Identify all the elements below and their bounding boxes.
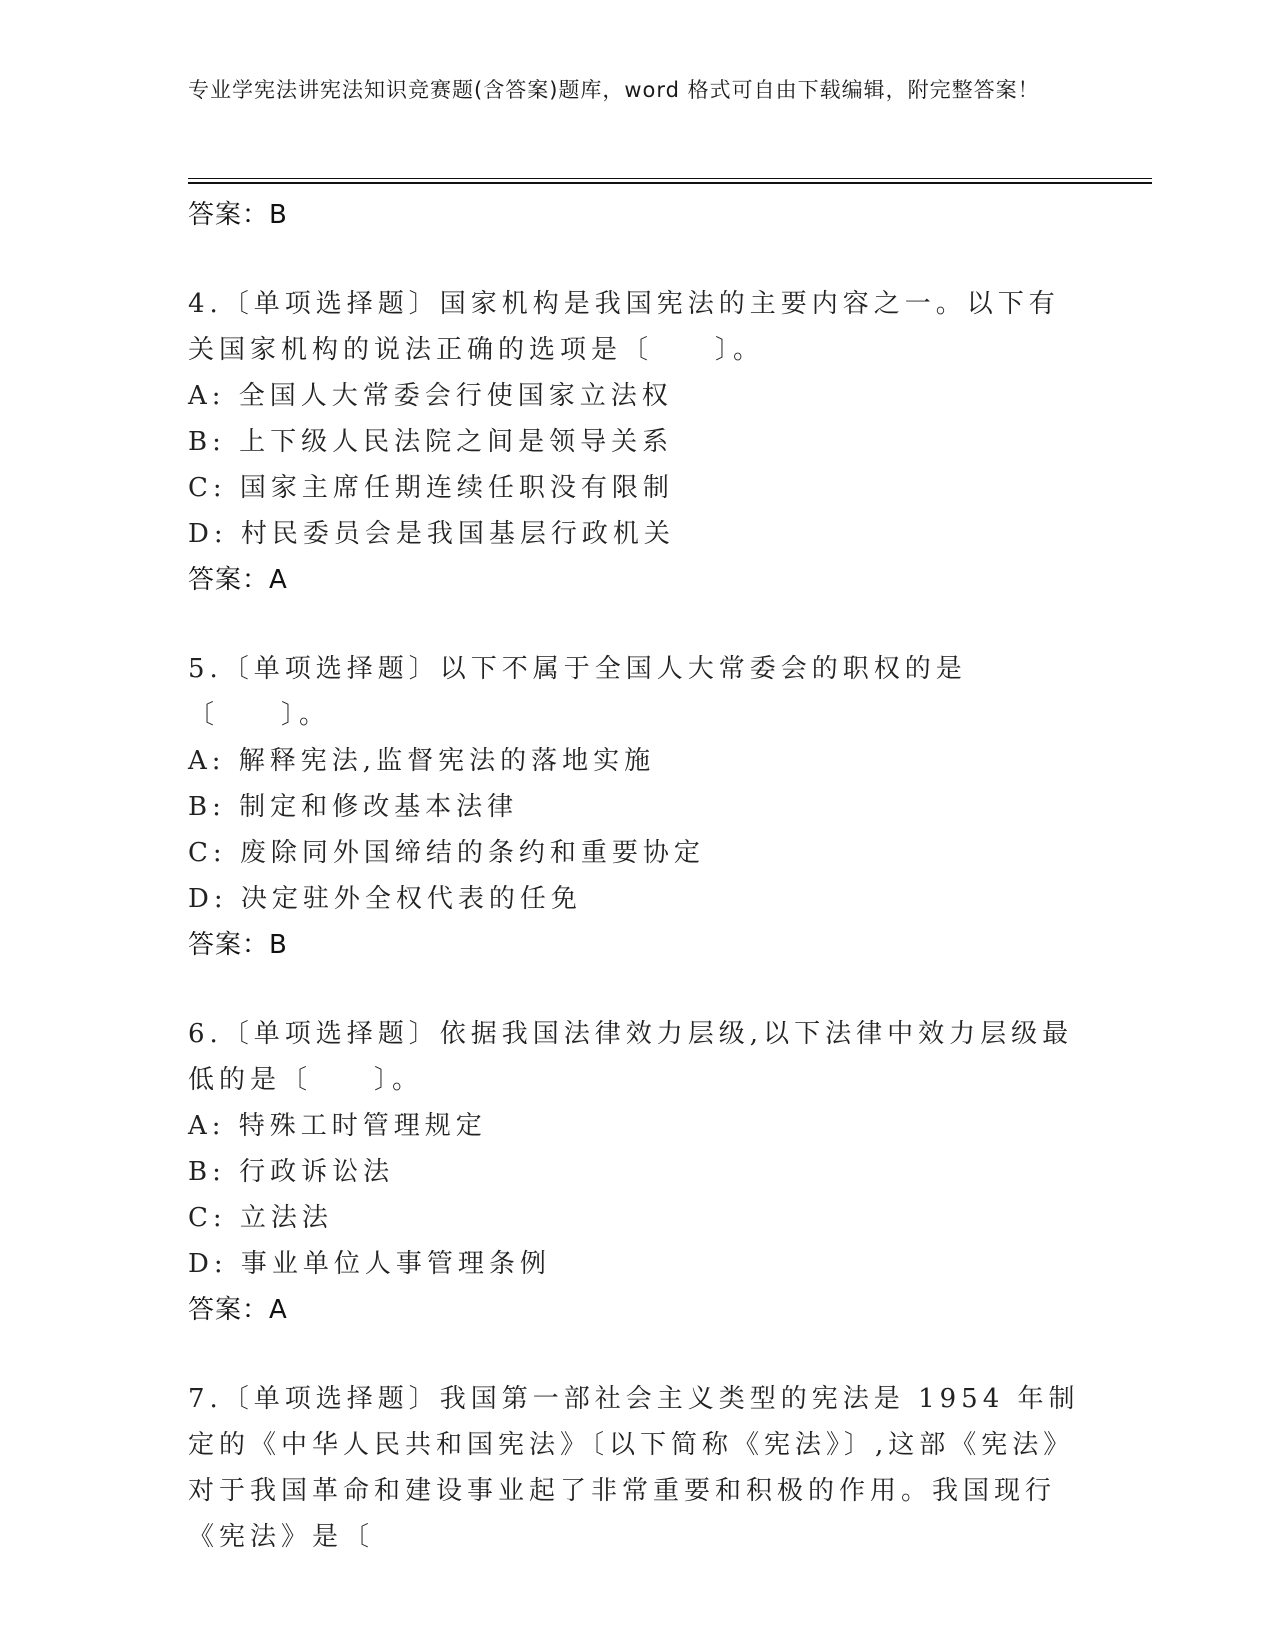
question-block — [188, 646, 1088, 968]
question-block — [188, 1376, 1088, 1560]
question-text: 4.〔单项选择题〕国家机构是我国宪法的主要内容之一。以下有关国家机构的说法正确的选项是〔 〕。 — [188, 289, 1060, 365]
answer-line: 答案：B — [188, 200, 288, 230]
option-d: D: 事业单位人事管理条例 — [188, 1249, 551, 1279]
option-c: C: 国家主席任期连续任职没有限制 — [188, 473, 674, 503]
option-c: C: 立法法 — [188, 1203, 333, 1233]
question-text: 7.〔单项选择题〕我国第一部社会主义类型的宪法是 1954 年制定的《中华人民共和国宪法》〔以下简称《宪法》〕,这部《宪法》对于我国革命和建设事业起了非常重要和积极的作用。我国现行《宪法》是〔 — [188, 1384, 1080, 1552]
question-block — [188, 1011, 1088, 1333]
answer-line: 答案：A — [188, 565, 288, 595]
question-text: 6.〔单项选择题〕依据我国法律效力层级,以下法律中效力层级最低的是〔 〕。 — [188, 1019, 1074, 1095]
option-b: B: 上下级人民法院之间是领导关系 — [188, 427, 674, 457]
header-divider-thin — [188, 178, 1152, 179]
question-text: 5.〔单项选择题〕以下不属于全国人大常委会的职权的是〔 〕。 — [188, 654, 967, 730]
answer-line: 答案：B — [188, 930, 288, 960]
option-a: A: 全国人大常委会行使国家立法权 — [188, 381, 673, 411]
document-body — [188, 188, 1088, 1560]
option-a: A: 解释宪法,监督宪法的落地实施 — [188, 746, 656, 776]
answer-line: 答案：A — [188, 1295, 288, 1325]
option-a: A: 特殊工时管理规定 — [188, 1111, 487, 1141]
header-divider-thick — [188, 182, 1152, 184]
option-d: D: 决定驻外全权代表的任免 — [188, 884, 582, 914]
option-d: D: 村民委员会是我国基层行政机关 — [188, 519, 675, 549]
option-b: B: 制定和修改基本法律 — [188, 792, 519, 822]
question-block — [188, 281, 1088, 603]
option-c: C: 废除同外国缔结的条约和重要协定 — [188, 838, 705, 868]
option-b: B: 行政诉讼法 — [188, 1157, 395, 1187]
page-header: 专业学宪法讲宪法知识竞赛题(含答案)题库，word 格式可自由下载编辑，附完整答案！ — [188, 78, 1040, 102]
